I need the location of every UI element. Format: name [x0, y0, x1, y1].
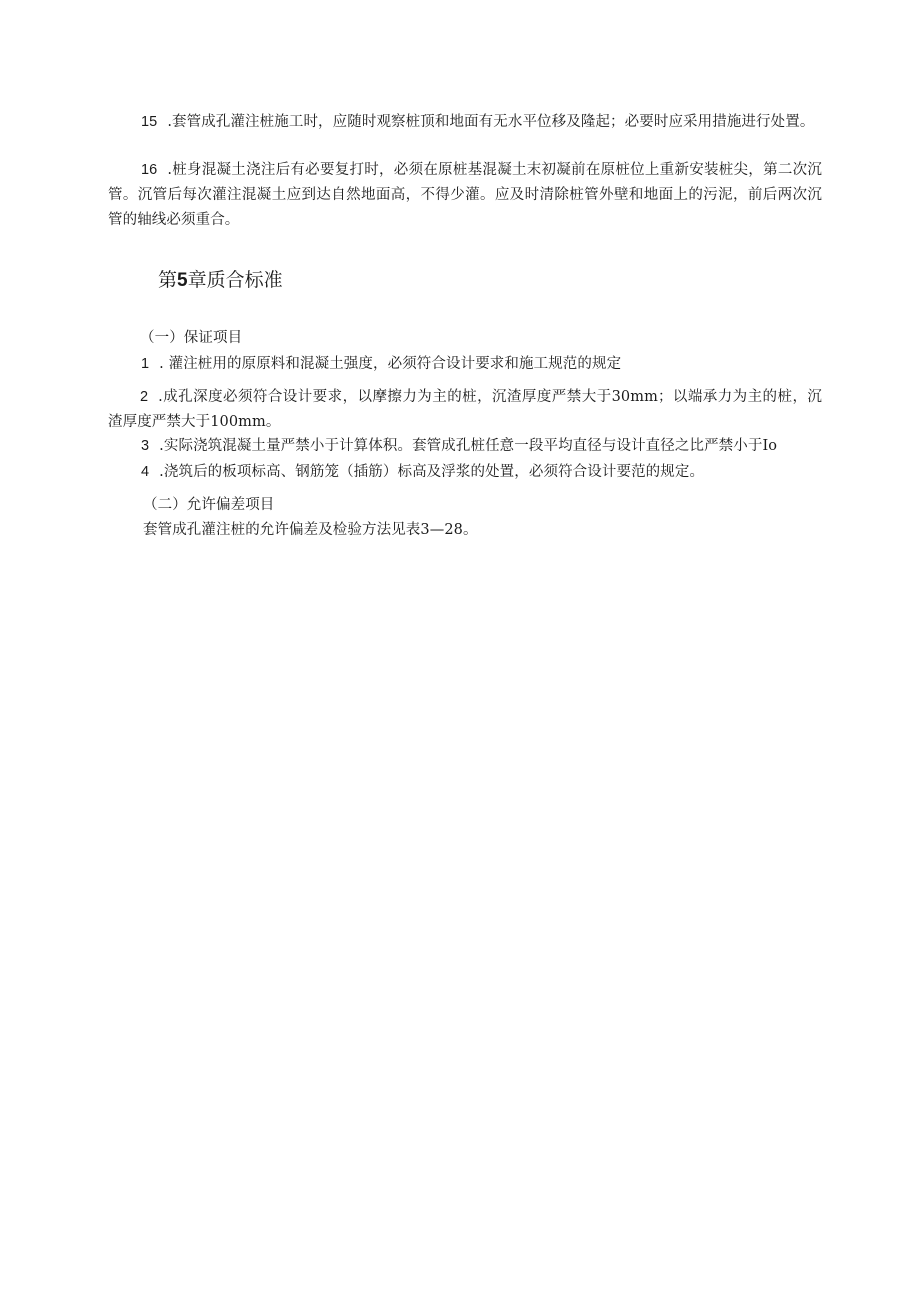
item-text: .实际浇筑混凝土量严禁小于计算体积。套管成孔桩任意一段平均直径与设计直径之比严禁小于Io	[159, 438, 778, 454]
item-number: 16	[141, 162, 158, 178]
item-number: 15	[141, 114, 158, 130]
item-text: .套管成孔灌注桩施工时，应随时观察桩顶和地面有无水平位移及隆起；必要时应采用措施进行处置。	[167, 114, 815, 130]
tolerance-text: 套管成孔灌注桩的允许偏差及检验方法见表3—28。	[143, 522, 478, 538]
chapter-prefix: 第	[158, 269, 178, 291]
item-text: . 灌注桩用的原原料和混凝土强度，必须符合设计要求和施工规范的规定	[159, 356, 622, 372]
section-title-guarantee: （一）保证项目	[140, 330, 243, 346]
item-number: 3	[141, 438, 150, 454]
item-text: .浇筑后的板项标高、钢筋笼（插筋）标高及浮浆的处置，必须符合设计要范的规定。	[159, 464, 705, 480]
paragraph-item-15	[108, 110, 822, 135]
item-text: .成孔深度必须符合设计要求，以摩擦力为主的桩，沉渣厚度严禁大于30mm；以端承力为主的桩，沉渣厚度严禁大于100mm。	[108, 389, 822, 430]
paragraph-item-16	[108, 158, 822, 233]
item-number: 2	[140, 389, 149, 405]
guarantee-item-1	[141, 352, 621, 377]
chapter-title: 章质合标准	[187, 269, 283, 291]
guarantee-item-2	[108, 385, 822, 435]
item-number: 1	[141, 356, 150, 372]
guarantee-item-4	[141, 460, 704, 485]
guarantee-item-3	[141, 434, 777, 459]
item-number: 4	[141, 464, 150, 480]
section-title-tolerance: （二）允许偏差项目	[143, 497, 275, 513]
chapter-number: 5	[177, 270, 188, 291]
chapter-heading	[158, 266, 283, 295]
item-text: .桩身混凝土浇注后有必要复打时，必须在原桩基混凝土末初凝前在原桩位上重新安装桩尖，第二次沉管。沉管后每次灌注混凝土应到达自然地面高，不得少灌。应及时清除桩管外壁和地面上的污泥，前后两次沉管的轴线必须重合。	[108, 162, 822, 228]
